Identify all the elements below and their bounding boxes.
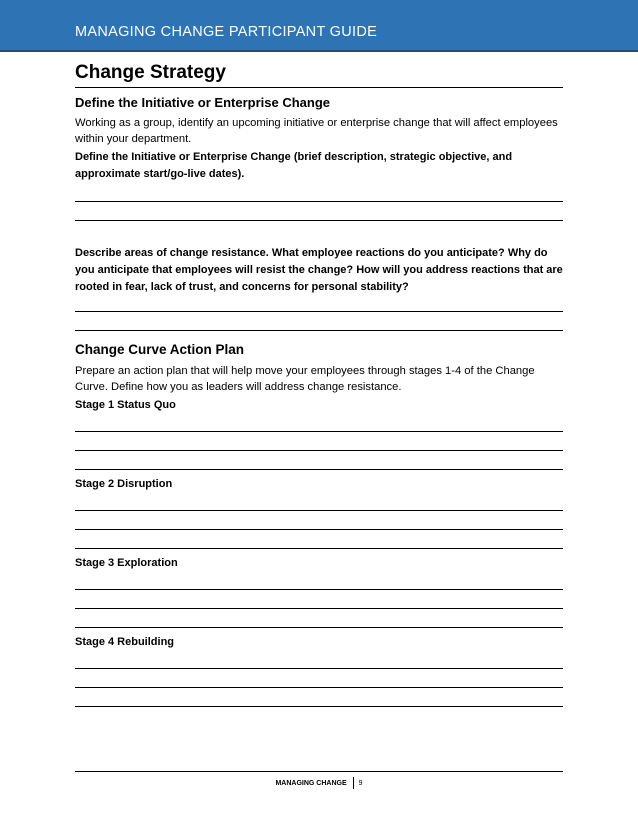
answer-line[interactable] <box>75 650 563 669</box>
answer-line[interactable] <box>75 669 563 688</box>
answer-line[interactable] <box>75 413 563 432</box>
stage-label: Stage 4 Rebuilding <box>75 636 175 648</box>
action-plan-intro: Prepare an action plan that will help move your employees through stages 1-4 of the Change Curve. Define how you as leaders will address change resistance. <box>75 365 535 393</box>
answer-line[interactable] <box>75 511 563 530</box>
footer-separator <box>353 777 354 789</box>
stage-label: Stage 3 Exploration <box>75 557 178 569</box>
page-footer <box>0 777 638 789</box>
page-number: 9 <box>358 779 363 787</box>
answer-line[interactable] <box>75 202 563 221</box>
define-initiative-heading: Define the Initiative or Enterprise Change <box>75 95 330 110</box>
stage-label: Stage 1 Status Quo <box>75 399 176 411</box>
answer-line[interactable] <box>75 296 563 312</box>
define-initiative-prompt: Define the Initiative or Enterprise Change (brief description, strategic objective, and approximate start/go-live dates). <box>75 151 513 180</box>
define-initiative-intro: Working as a group, identify an upcoming initiative or enterprise change that will affect employees within your department. <box>75 117 558 145</box>
action-plan-heading: Change Curve Action Plan <box>75 342 245 357</box>
answer-line[interactable] <box>75 571 563 590</box>
answer-line[interactable] <box>75 312 563 331</box>
resistance-prompt: Describe areas of change resistance. What employee reactions do you anticipate? Why do you anticipate that employees will resist the change? How will you address reactions that are rooted in fear, lack of trust, and concerns for personal stability? <box>75 247 563 293</box>
page-title: Change Strategy <box>75 60 563 88</box>
answer-line[interactable] <box>75 432 563 451</box>
answer-line[interactable] <box>75 451 563 470</box>
stage-label: Stage 2 Disruption <box>75 478 173 490</box>
stage-2-block <box>75 476 563 549</box>
stage-1-block <box>75 397 563 470</box>
stage-4-block <box>75 634 563 707</box>
page-content <box>75 60 563 707</box>
guide-title: MANAGING CHANGE PARTICIPANT GUIDE <box>75 24 378 40</box>
answer-line[interactable] <box>75 183 563 202</box>
answer-line[interactable] <box>75 492 563 511</box>
answer-line[interactable] <box>75 530 563 549</box>
answer-line[interactable] <box>75 609 563 628</box>
stage-3-block <box>75 555 563 628</box>
footer-divider <box>75 771 563 772</box>
answer-line[interactable] <box>75 590 563 609</box>
header-banner <box>0 0 638 52</box>
answer-line[interactable] <box>75 688 563 707</box>
footer-label: MANAGING CHANGE <box>275 779 347 787</box>
